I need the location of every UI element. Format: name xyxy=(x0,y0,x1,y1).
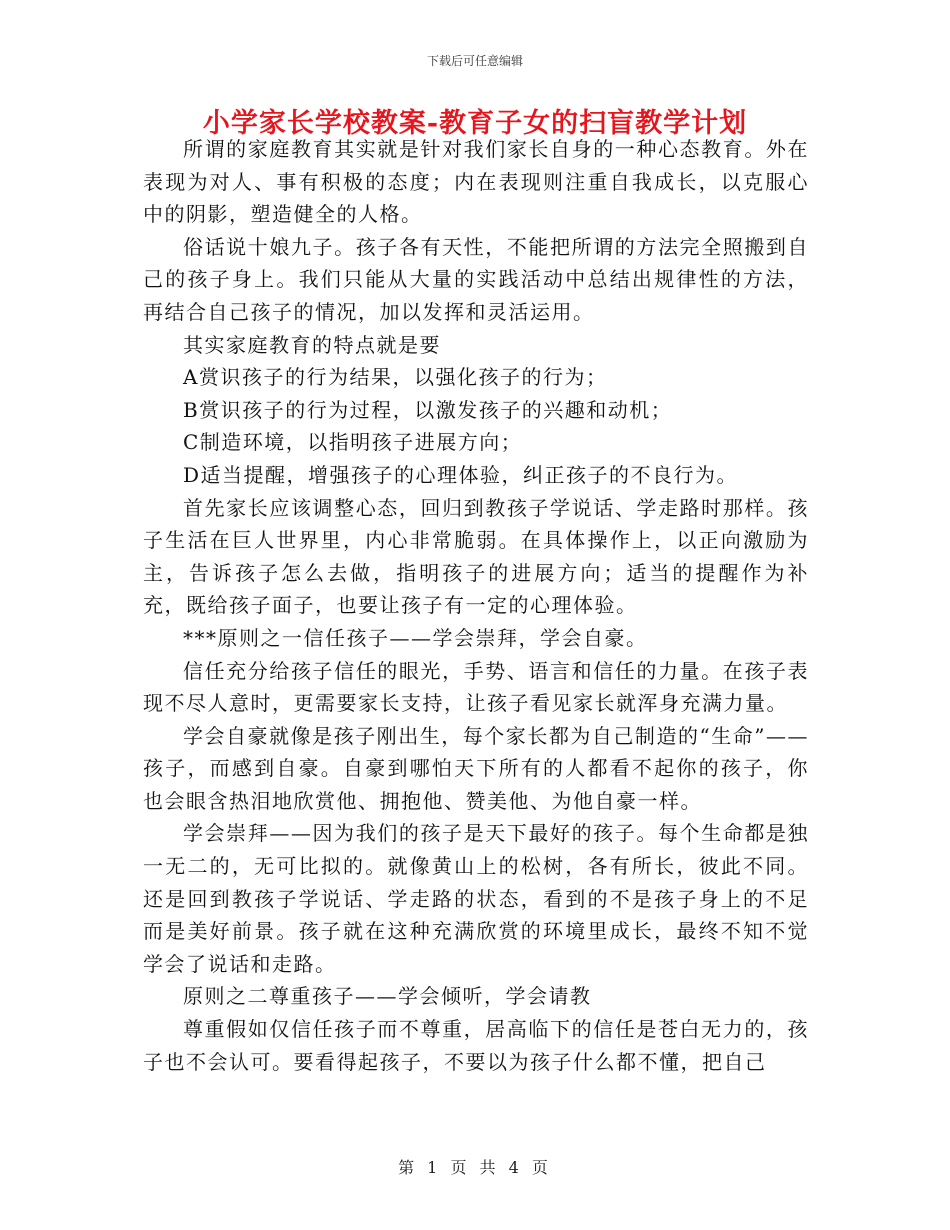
paragraph: 所谓的家庭教育其实就是针对我们家长自身的一种心态教育。外在表现为对人、事有积极的态度；内在表现则注重自我成长，以克服心中的阴影，塑造健全的人格。 xyxy=(143,137,809,227)
paragraph: 俗话说十娘九子。孩子各有天性，不能把所谓的方法完全照搬到自己的孩子身上。我们只能从大量的实践活动中总结出规律性的方法，再结合自己孩子的情况，加以发挥和灵活运用。 xyxy=(143,234,809,324)
document-body xyxy=(143,133,809,1078)
paragraph: 首先家长应该调整心态，回归到教孩子学说话、学走路时那样。孩子生活在巨人世界里，内心非常脆弱。在具体操作上，以正向激励为主，告诉孩子怎么去做，指明孩子的进展方向；适当的提醒作为补充，既给孩子面子，也要让孩子有一定的心理体验。 xyxy=(143,495,809,618)
section-heading: ***原则之一信任孩子——学会崇拜，学会自豪。 xyxy=(183,625,648,650)
paragraph: 尊重假如仅信任孩子而不尊重，居高临下的信任是苍白无力的，孩子也不会认可。要看得起孩子，不要以为孩子什么都不懂，把自己 xyxy=(143,1017,809,1074)
section-heading: 原则之二尊重孩子——学会倾听，学会请教 xyxy=(183,984,592,1009)
paragraph: 其实家庭教育的特点就是要 xyxy=(183,332,441,357)
paragraph: 信任充分给孩子信任的眼光，手势、语言和信任的力量。在孩子表现不尽人意时，更需要家长支持，让孩子看见家长就浑身充满力量。 xyxy=(143,658,809,716)
paragraph: 学会崇拜——因为我们的孩子是天下最好的孩子。每个生命都是独一无二的，无可比拟的。就像黄山上的松树，各有所长，彼此不同。还是回到教孩子学说话、学走路的状态，看到的不是孩子身上的不足而是美好前景。孩子就在这种充满欣赏的环境里成长，最终不知不觉学会了说话和走路。 xyxy=(143,821,809,976)
page-header: 下载后可任意编辑 xyxy=(426,54,523,68)
list-item-a: A赏识孩子的行为结果，以强化孩子的行为； xyxy=(183,365,608,390)
document-title: 小学家长学校教案-教育子女的扫盲教学计划 xyxy=(202,108,748,139)
list-item-d: D适当提醒，增强孩子的心理体验，纠正孩子的不良行为。 xyxy=(183,462,739,487)
page-footer: 第 1 页 共 4 页 xyxy=(398,1158,552,1177)
list-item-c: C制造环境，以指明孩子进展方向； xyxy=(183,430,523,455)
paragraph: 学会自豪就像是孩子刚出生，每个家长都为自己制造的“生命”——孩子，而感到自豪。自豪到哪怕天下所有的人都看不起你的孩子，你也会眼含热泪地欣赏他、拥抱他、赞美他、为他自豪一样。 xyxy=(143,723,809,813)
list-item-b: B赏识孩子的行为过程，以激发孩子的兴趣和动机； xyxy=(183,397,673,422)
